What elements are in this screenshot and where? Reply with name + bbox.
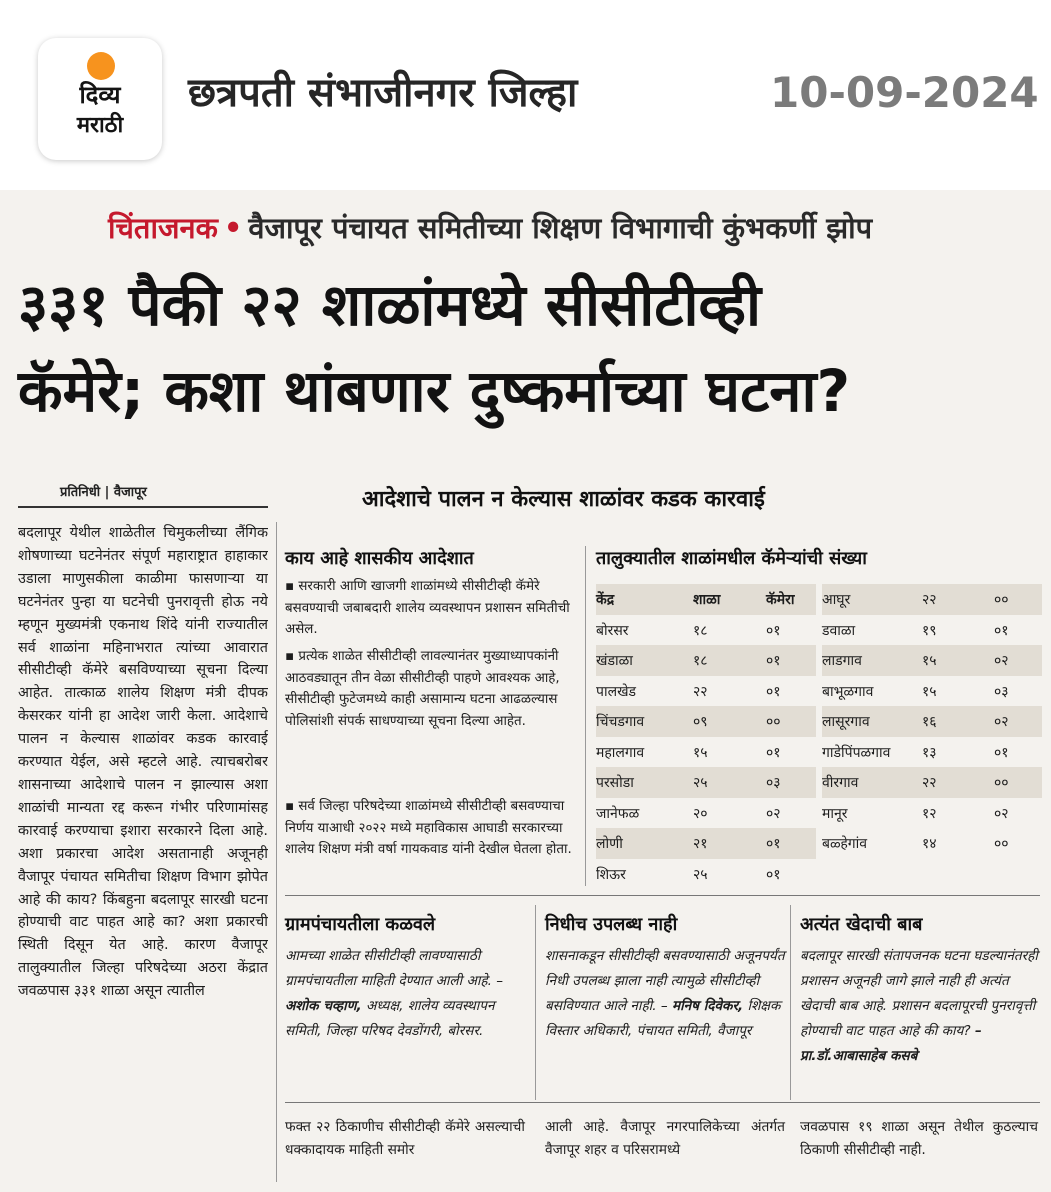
quote-text xyxy=(800,944,1038,1069)
continued-text: जवळपास १९ शाळा असून तेथील कुठल्याच ठिकाणी सीसीटीव्ही नाही. xyxy=(800,1119,1038,1158)
quote-title: अत्यंत खेदाची बाब xyxy=(800,914,923,935)
camera-count: ०० xyxy=(766,714,781,730)
order-box-title: काय आहे शासकीय आदेशात xyxy=(285,548,474,569)
school-count: २२ xyxy=(693,683,708,700)
edition-title: छत्रपती संभाजीनगर जिल्हा xyxy=(188,70,578,116)
lead-paragraph: बदलापूर येथील शाळेतील चिमुकलीच्या लैंगिक शोषणाच्या घटनेनंतर संपूर्ण महाराष्ट्रात हाहाकार उडाला माणुसकीला काळीमा फासणाऱ्या या घटनेनंतर पुन्हा या घटनेची पुनरावृत्ती होऊ नये म्हणून मुख्यमंत्री एकनाथ शिंदे यांनी राज्यातील सर्व शाळांना महिनाभरात त्यांच्या आवारात सीसीटीव्ही कॅमेरे बसविण्याच्या सूचना दिल्या आहेत. तात्काळ शालेय शिक्षण मंत्री दीपक केसरकर यांनी हा आदेश जारी केला. आदेशाचे पालन न केल्यास शाळांवर कडक कारवाई करण्यात येईल, असे म्हटले आहे. त्याचबरोबर शासनाच्या आदेशाचे पालन न झाल्यास अशा शाळांची मान्यता रद्द करून गंभीर परिणामांसह कारवाई करण्याचा इशारा सरकारने दिला आहे. अशा प्रकारचा आदेश असतानाही अजूनही वैजापूर पंचायत समितीचा शिक्षण विभाग झोपेत आहे की काय? किंबहुना बदलापूर सारखी घटना होण्याची वाट पाहत आहे का? अशा प्रकारची स्थिती दिसून येत आहे. कारण वैजापूर तालुक्यातील जिल्हा परिषदेच्या अठरा केंद्रात जवळपास ३३१ शाळा असून त्यातील xyxy=(18,525,268,1000)
kicker xyxy=(108,208,872,248)
school-count: १८ xyxy=(693,653,708,669)
headline-line-1: ३३१ पैकी २२ शाळांमध्ये सीसीटीव्ही xyxy=(18,271,762,339)
table-row xyxy=(822,676,1042,707)
school-count: २५ xyxy=(693,866,708,883)
camera-count: ०१ xyxy=(766,622,781,639)
quote-role: शिक्षक विस्तार अधिकारी, पंचायत समिती, वैजापूर xyxy=(545,998,781,1039)
header-cameras: कॅमेरा xyxy=(766,592,795,608)
school-count: १४ xyxy=(922,836,937,852)
camera-count: ०१ xyxy=(994,622,1009,639)
camera-table-title: तालुक्यातील शाळांमधील कॅमेऱ्यांची संख्या xyxy=(596,548,867,569)
center-name: लासूरगाव xyxy=(822,714,870,730)
camera-count: ०१ xyxy=(766,836,781,852)
table-row xyxy=(596,706,816,737)
kicker-label: चिंताजनक xyxy=(108,211,218,245)
table-row xyxy=(822,584,1042,615)
quote-title: ग्रामपंचायतीला कळवले xyxy=(285,914,436,935)
table-row xyxy=(596,798,816,829)
camera-count: ०१ xyxy=(766,653,781,669)
column-divider xyxy=(535,905,536,1100)
camera-table-left xyxy=(596,584,816,889)
center-name: आघूर xyxy=(822,592,851,608)
quote-author: मनिष दिवेकर, xyxy=(671,998,744,1014)
center-name: गाडेपिंपळगाव xyxy=(822,744,891,761)
headline xyxy=(18,262,1038,434)
quote-text xyxy=(285,944,525,1044)
school-count: २० xyxy=(693,805,708,822)
column-divider xyxy=(790,905,791,1100)
column-divider xyxy=(585,546,586,886)
kicker-separator: • xyxy=(223,211,243,245)
school-count: १२ xyxy=(922,805,937,822)
center-name: पालखेड xyxy=(596,683,637,700)
school-count: २२ xyxy=(922,775,937,791)
table-row xyxy=(596,828,816,859)
center-name: बळ्हेगांव xyxy=(822,836,868,852)
camera-count: ०२ xyxy=(994,653,1009,669)
sun-icon xyxy=(87,52,115,80)
school-count: २२ xyxy=(922,592,937,608)
school-count: २१ xyxy=(693,836,708,852)
byline-divider xyxy=(18,506,268,508)
camera-count: ०२ xyxy=(994,805,1009,822)
quote-role: अध्यक्ष, शालेय व्यवस्थापन समिती, जिल्हा परिषद देवडोंगरी, बोरसर. xyxy=(285,998,495,1039)
table-row xyxy=(822,828,1042,859)
center-name: महालगाव xyxy=(596,744,645,761)
camera-count: ०० xyxy=(994,836,1009,852)
center-name: लोणी xyxy=(596,836,623,852)
quote-text xyxy=(545,944,785,1044)
quote-author: – प्रा.डॉ.आबासाहेब कसबे xyxy=(800,1023,982,1064)
order-item: ▪ सरकारी आणि खाजगी शाळांमध्ये सीसीटीव्ही कॅमेरे बसवण्याची जबाबदारी शालेय व्यवस्थापन प्रशासन समितीची असेल. xyxy=(285,576,575,641)
quote-author: अशोक चव्हाण, xyxy=(285,998,362,1014)
center-name: खंडाळा xyxy=(596,653,633,669)
order-item: ▪ सर्व जिल्हा परिषदेच्या शाळांमध्ये सीसीटीव्ही बसवण्याचा निर्णय याआधी २०२२ मध्ये महाविकास आघाडी सरकारच्या शालेय शिक्षण मंत्री वर्षा गायकवाड यांनी देखील घेतला होता. xyxy=(285,796,575,861)
table-row xyxy=(822,706,1042,737)
header-schools: शाळा xyxy=(693,592,721,608)
center-name: डवाळा xyxy=(822,622,856,639)
school-count: ०९ xyxy=(693,714,708,730)
subheadline: आदेशाचे पालन न केल्यास शाळांवर कडक कारवाई xyxy=(362,487,765,512)
edition-date: 10-09-2024 xyxy=(770,68,1039,117)
school-count: १५ xyxy=(922,683,937,700)
divya-marathi-logo[interactable] xyxy=(38,38,162,160)
center-name: बाभूळगाव xyxy=(822,683,874,700)
school-count: २५ xyxy=(693,775,708,791)
school-count: १५ xyxy=(693,744,708,761)
camera-count: ०० xyxy=(994,775,1009,791)
quote-body: बदलापूर सारखी संतापजनक घटना घडल्यानंतरही प्रशासन अजूनही जागे झाले नाही ही अत्यंत खेदाची बाब आहे. प्रशासन बदलापूरची पुनरावृत्ती होण्याची वाट पाहत आहे की काय? xyxy=(800,948,1038,1039)
order-item: ▪ प्रत्येक शाळेत सीसीटीव्ही लावल्यानंतर मुख्याध्यापकांनी आठवड्यातून तीन वेळा सीसीटीव्ही पाहणे आवश्यक आहे, सीसीटीव्ही फुटेजमध्ये काही असामान्य घटना आढळल्यास पोलिसांशी संपर्क साधण्याच्या सूचना दिल्या आहेत. xyxy=(285,646,575,732)
table-row xyxy=(822,615,1042,646)
camera-count: ०३ xyxy=(994,683,1009,700)
school-count: १९ xyxy=(922,622,937,639)
center-name: जानेफळ xyxy=(596,805,640,822)
center-name: शिऊर xyxy=(596,866,626,883)
school-count: १५ xyxy=(922,653,937,669)
school-count: १६ xyxy=(922,714,937,730)
byline: प्रतिनिधी | वैजापूर xyxy=(60,485,147,500)
header-center: केंद्र xyxy=(596,592,615,608)
table-row xyxy=(596,859,816,890)
center-name: वीरगाव xyxy=(822,775,859,791)
column-divider xyxy=(276,522,277,1182)
table-header-row xyxy=(596,584,816,615)
table-row xyxy=(822,737,1042,768)
table-row xyxy=(822,767,1042,798)
center-name: लाडगाव xyxy=(822,653,862,669)
table-row xyxy=(596,767,816,798)
camera-table-right xyxy=(822,584,1042,859)
camera-count: ०२ xyxy=(766,805,781,822)
app-header xyxy=(0,0,1051,190)
camera-count: ०१ xyxy=(994,744,1009,761)
table-row xyxy=(596,676,816,707)
center-name: परसोडा xyxy=(596,775,634,791)
center-name: मानूर xyxy=(822,805,848,822)
table-row xyxy=(822,645,1042,676)
continued-text: फक्त २२ ठिकाणीच सीसीटीव्ही कॅमेरे असल्याची धक्कादायक माहिती समोर xyxy=(285,1119,525,1158)
camera-count: ०३ xyxy=(766,775,781,791)
quote-body: शासनाकडून सीसीटीव्ही बसवण्यासाठी अजूनपर्यंत निधी उपलब्ध झाला नाही त्यामुळे सीसीटीव्ही बसविण्यात आले नाही. – xyxy=(545,948,785,1014)
newspaper-clipping xyxy=(0,190,1051,1192)
table-row xyxy=(822,798,1042,829)
continued-text: आली आहे. वैजापूर नगरपालिकेच्या अंतर्गत वैजापूर शहर व परिसरामध्ये xyxy=(545,1119,785,1158)
table-row xyxy=(596,615,816,646)
center-name: चिंचडगाव xyxy=(596,714,645,730)
camera-count: ०० xyxy=(994,592,1009,608)
camera-count: ०१ xyxy=(766,866,781,883)
table-row xyxy=(596,737,816,768)
table-row xyxy=(596,645,816,676)
camera-count: ०२ xyxy=(994,714,1009,730)
section-divider xyxy=(285,1102,1040,1103)
camera-count: ०१ xyxy=(766,683,781,700)
section-divider xyxy=(285,895,1040,896)
school-count: १८ xyxy=(693,622,708,639)
quote-body: आमच्या शाळेत सीसीटीव्ही लावण्यासाठी ग्रामपंचायतीला माहिती देण्यात आली आहे. – xyxy=(285,948,504,989)
school-count: १३ xyxy=(922,744,937,761)
logo-line2: मराठी xyxy=(76,113,124,138)
logo-line1: दिव्य xyxy=(79,81,121,109)
camera-count: ०१ xyxy=(766,744,781,761)
headline-line-2: कॅमेरे; कशा थांबणार दुष्कर्माच्या घटना? xyxy=(18,357,851,425)
kicker-text: वैजापूर पंचायत समितीच्या शिक्षण विभागाची कुंभकर्णी झोप xyxy=(248,211,873,245)
quote-title: निधीच उपलब्ध नाही xyxy=(545,914,678,935)
center-name: बोरसर xyxy=(596,622,629,639)
